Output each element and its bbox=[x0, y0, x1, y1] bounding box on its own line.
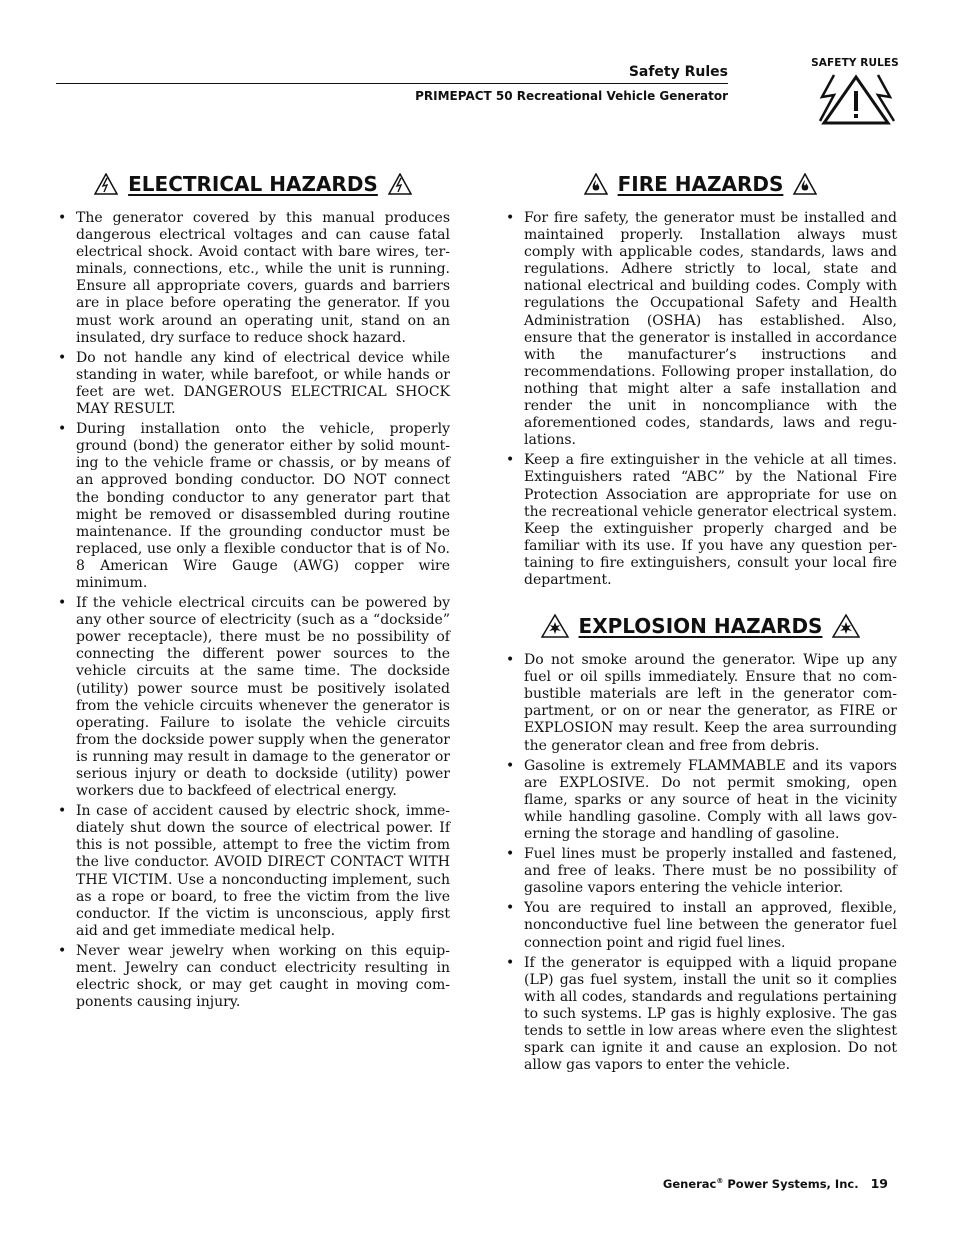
list-item: • For fire safety, the generator must be installed and maintained properly. Installation always must comply with applicable codes, standards, laws and regulations. Adhere strictly to local, state and national electrical and building codes. Comply with regulations the Occupational Safety and Health Administration (OSHA) has established. Also, ensure that the generator is installed in accordance with the manufacturer’s instructions and recommendations. Following proper installation, do nothing that might alter a safe installation and render the unit in noncompliance with the aforementioned codes, standards, laws and regulations. bbox=[504, 210, 897, 449]
electrical-hazards-title: ELECTRICAL HAZARDS bbox=[128, 172, 378, 196]
explosion-hazards-title: EXPLOSION HAZARDS bbox=[578, 614, 823, 639]
fire-hazards-list bbox=[504, 210, 897, 589]
list-item: • Do not handle any kind of electrical device while standing in water, while barefoot, or while hands or feet are wet. DANGEROUS ELECTRICAL SHOCK MAY RESULT. bbox=[56, 350, 450, 418]
electrical-hazards-section bbox=[56, 172, 450, 1014]
fire-warning-icon bbox=[793, 173, 817, 195]
list-item: • In case of accident caused by electric shock, immediately shut down the source of electrical power. If this is not possible, attempt to free the victim from the live conductor. AVOID DIRECT CONTACT WITH THE VICTIM. Use a nonconducting implement, such as a rope or board, to free the victim from the live conductor. If the victim is unconscious, apply first aid and get immediate medical help. bbox=[56, 803, 450, 940]
safety-rules-badge bbox=[810, 57, 900, 127]
fire-hazards-heading bbox=[504, 172, 897, 196]
fire-warning-icon bbox=[584, 173, 608, 195]
footer-company: Generac bbox=[662, 1177, 717, 1191]
list-item: • Gasoline is extremely FLAMMABLE and its vapors are EXPLOSIVE. Do not permit smoking, open flame, sparks or any source of heat in the vicinity while handling gasoline. Comply with all laws governing the storage and handling of gasoline. bbox=[504, 758, 897, 843]
header-rule bbox=[56, 83, 728, 84]
list-item: • If the generator is equipped with a liquid propane (LP) gas fuel system, install the unit so it complies with all codes, standards and regulations pertaining to such systems. LP gas is highly explosive. The gas tends to settle in low areas where even the slightest spark can ignite it and cause an explosion. Do not allow gas vapors to enter the vehicle. bbox=[504, 955, 897, 1075]
fire-hazards-section bbox=[504, 172, 897, 589]
right-column bbox=[504, 172, 897, 1077]
list-item: • Fuel lines must be properly installed and fastened, and free of leaks. There must be no possibility of gasoline vapors entering the vehicle interior. bbox=[504, 846, 897, 897]
explosion-hazards-section bbox=[504, 614, 897, 1074]
list-item: • Keep a fire extinguisher in the vehicle at all times. Extinguishers rated “ABC” by the National Fire Protection Association are appropriate for use on the recreational vehicle generator electrical system. Keep the extinguisher properly charged and be familiar with its use. If you have any question pertaining to fire extinguishers, consult your local fire department. bbox=[504, 452, 897, 589]
explosion-hazards-heading bbox=[504, 614, 897, 638]
header-subtitle: PRIMEPACT 50 Recreational Vehicle Generator bbox=[415, 89, 728, 103]
list-item: • During installation onto the vehicle, properly ground (bond) the generator either by solid mounting to the vehicle frame or chassis, or by means of an approved bonding conductor. DO NOT connect the bonding conductor to any generator part that might be removed or disassembled during routine maintenance. If the grounding conductor must be replaced, use only a flexible conductor that is of No. 8 American Wire Gauge (AWG) copper wire minimum. bbox=[56, 421, 450, 592]
page-number: 19 bbox=[870, 1176, 888, 1191]
list-item: • Never wear jewelry when working on this equipment. Jewelry can conduct electricity resulting in electric shock, or may get caught in moving components causing injury. bbox=[56, 943, 450, 1011]
footer-reg-mark: ® bbox=[716, 1177, 724, 1186]
page-footer bbox=[663, 1176, 888, 1191]
fire-hazards-title: FIRE HAZARDS bbox=[617, 172, 784, 196]
footer-company-rest: Power Systems, Inc. bbox=[723, 1177, 859, 1191]
list-item: • The generator covered by this manual produces dangerous electrical voltages and can cause fatal electrical shock. Avoid contact with bare wires, terminals, connections, etc., while the unit is running. Ensure all appropriate covers, guards and barriers are in place before operating the generator. If you must work around an operating unit, stand on an insulated, dry surface to reduce shock hazard. bbox=[56, 210, 450, 347]
electrical-hazards-list bbox=[56, 210, 450, 1011]
explosion-warning-icon bbox=[541, 614, 569, 638]
electric-shock-warning-icon bbox=[388, 173, 412, 195]
explosion-hazards-list bbox=[504, 652, 897, 1074]
lightning-warning-icon bbox=[814, 71, 898, 127]
list-item: • You are required to install an approved, flexible, nonconductive fuel line between the generator fuel connection point and rigid fuel lines. bbox=[504, 900, 897, 951]
safety-rules-badge-label: SAFETY RULES bbox=[811, 57, 899, 69]
explosion-warning-icon bbox=[832, 614, 860, 638]
list-item: • Do not smoke around the generator. Wipe up any fuel or oil spills immediately. Ensure that no combustible materials are left in the generator compartment, or on or near the generator, as FIRE or EXPLOSION may result. Keep the area surrounding the generator clean and free from debris. bbox=[504, 652, 897, 755]
header-title: Safety Rules bbox=[628, 64, 728, 80]
section-spacer bbox=[504, 592, 897, 614]
electric-shock-warning-icon bbox=[94, 173, 118, 195]
electrical-hazards-heading bbox=[56, 172, 450, 196]
list-item: • If the vehicle electrical circuits can be powered by any other source of electricity (such as a “dockside” power receptacle), there must be no possibility of connecting the different power sources to the vehicle circuits at the same time. The dockside (utility) power source must be positively isolated from the vehicle circuits whenever the generator is operating. Failure to isolate the vehicle circuits from the dockside power supply when the generator is running may result in damage to the generator or serious injury or death to dockside (utility) power workers due to backfeed of electrical energy. bbox=[56, 595, 450, 800]
